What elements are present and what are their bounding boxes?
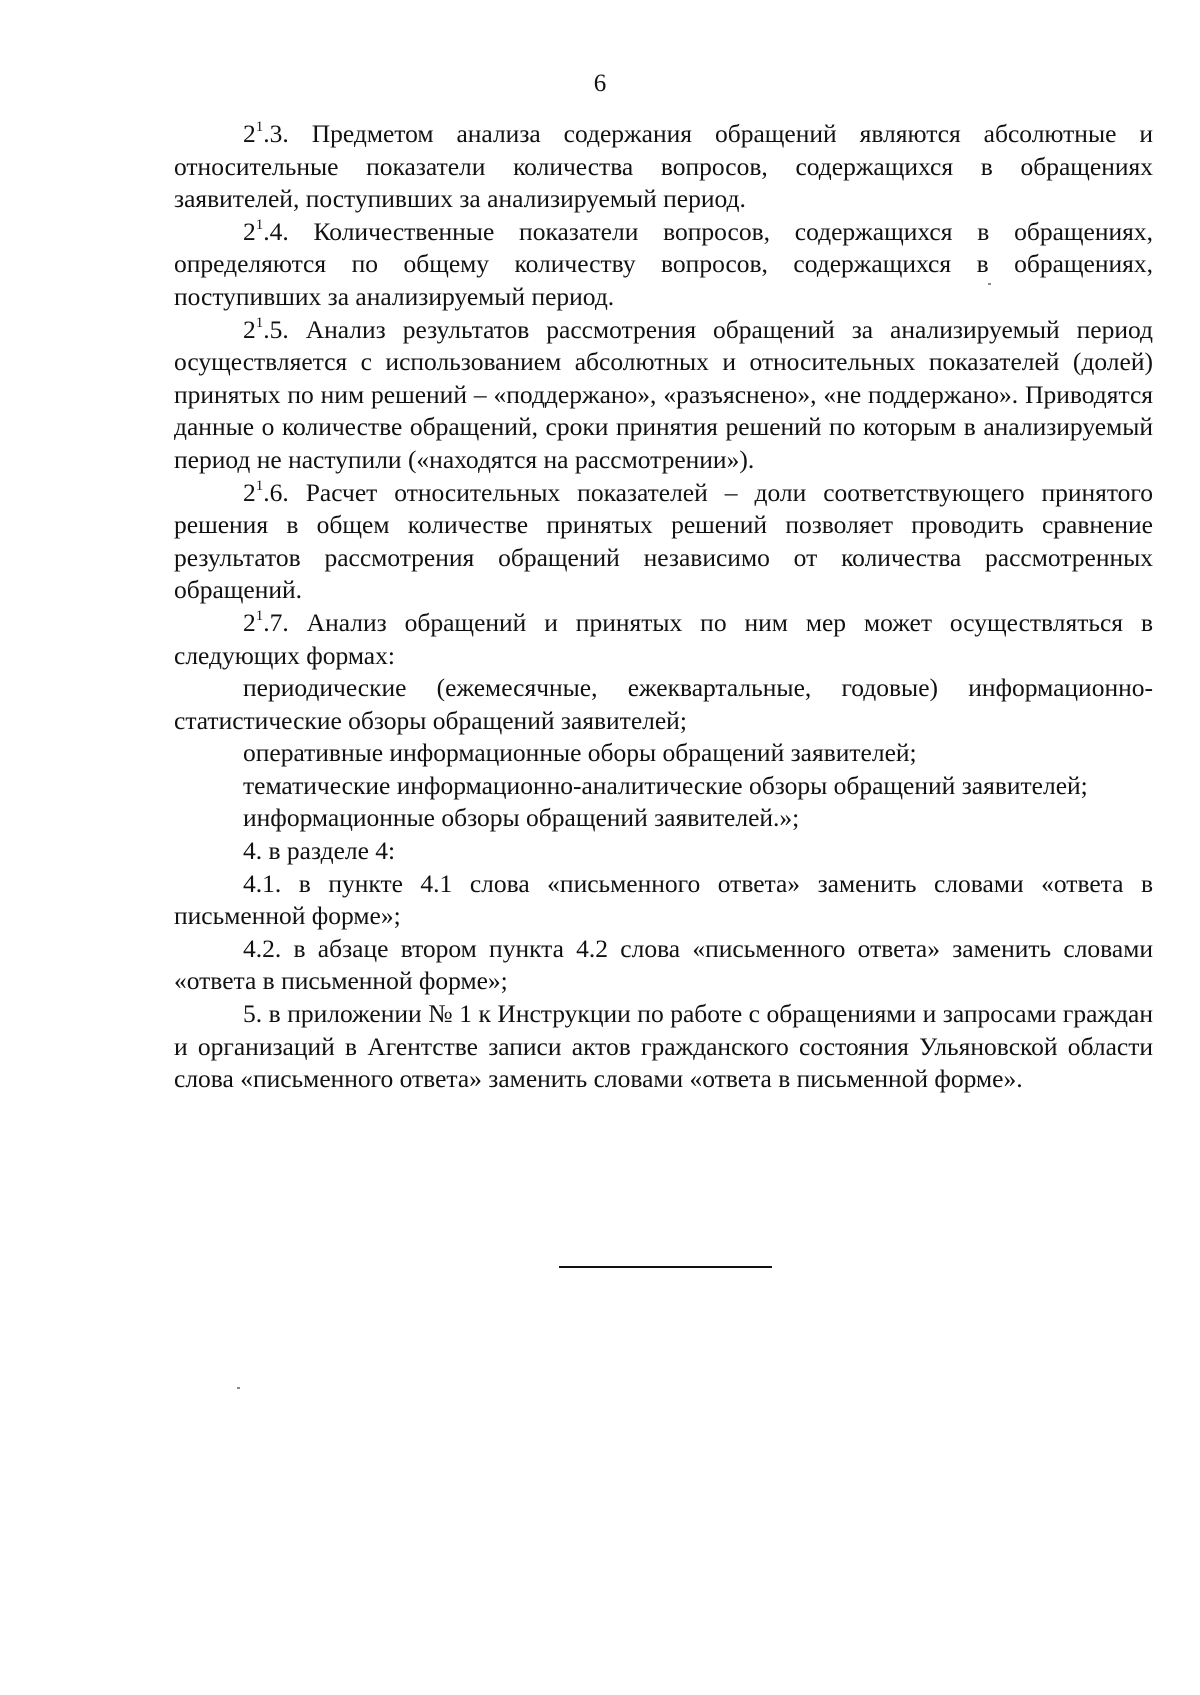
paragraph-text: Анализ обращений и принятых по ним мер может осуществляться в следующих формах:: [174, 607, 1153, 670]
clause-number: $2^1.4$.: [243, 216, 289, 246]
document-body: [174, 118, 1153, 1096]
page-number: 6: [593, 70, 607, 97]
clause-number: $2^1.3$.: [243, 119, 289, 148]
section-5: 5. в приложении № 1 к Инструкции по работе с обращениями и запросами граждан и организаций в Агентстве записи актов гражданского состояния Ульяновской области слова «письменного ответа» заменить словами «ответа в письменной форме».: [174, 999, 1153, 1094]
section-4-item-2: 4.2. в абзаце втором пункта 4.2 слова «письменного ответа» заменить словами «ответа в письменной форме»;: [174, 933, 1153, 996]
clause-number: $2^1.6$.: [243, 477, 289, 507]
paragraph-2-1-7: [174, 607, 1153, 672]
paragraph-2-1-5: [174, 314, 1153, 477]
scan-speck: [988, 283, 991, 285]
section-4-heading: 4. в разделе 4:: [243, 836, 396, 866]
list-item-periodic-reviews: периодические (ежемесячные, ежеквартальные, годовые) информационно-статистические обзоры обращений заявителей;: [174, 673, 1153, 735]
clause-number: $2^1.7$.: [243, 607, 289, 637]
closing-divider-line: [559, 1266, 772, 1268]
paragraph-2-1-4: [174, 216, 1153, 314]
clause-number: $2^1.5$.: [243, 314, 289, 344]
list-item-thematic-reviews: тематические информационно-аналитические обзоры обращений заявителей;: [243, 770, 1088, 800]
paragraph-text: Анализ результатов рассмотрения обращений за анализируемый период осуществляется с использованием абсолютных и относительных показателей (долей) принятых по ним решений – «поддержано», «разъяснено», «не поддержано». Приводятся данные о количестве обращений, сроки принятия решений по которым в анализируемый период не наступили («находятся на рассмотрении»).: [174, 314, 1153, 474]
paragraph-text: Расчет относительных показателей – доли соответствующего принятого решения в общем количестве принятых решений позволяет проводить сравнение результатов рассмотрения обращений независимо от количества рассмотренных обращений.: [174, 477, 1153, 605]
list-item-operative-reviews: оперативные информационные оборы обращений заявителей;: [243, 738, 917, 768]
paragraph-text: Предметом анализа содержания обращений являются абсолютные и относительные показатели количества вопросов, содержащихся в обращениях заявителей, поступивших за анализируемый период.: [174, 119, 1153, 214]
scan-speck: [237, 1387, 240, 1389]
paragraph-2-1-3: [174, 118, 1153, 216]
paragraph-2-1-6: [174, 477, 1153, 607]
list-item-informational-reviews: информационные обзоры обращений заявителей.»;: [243, 803, 800, 833]
section-4-item-1: 4.1. в пункте 4.1 слова «письменного ответа» заменить словами «ответа в письменной форме»;: [174, 868, 1153, 931]
paragraph-text: Количественные показатели вопросов, содержащихся в обращениях, определяются по общему количеству вопросов, содержащихся в обращениях, поступивших за анализируемый период.: [174, 216, 1153, 311]
